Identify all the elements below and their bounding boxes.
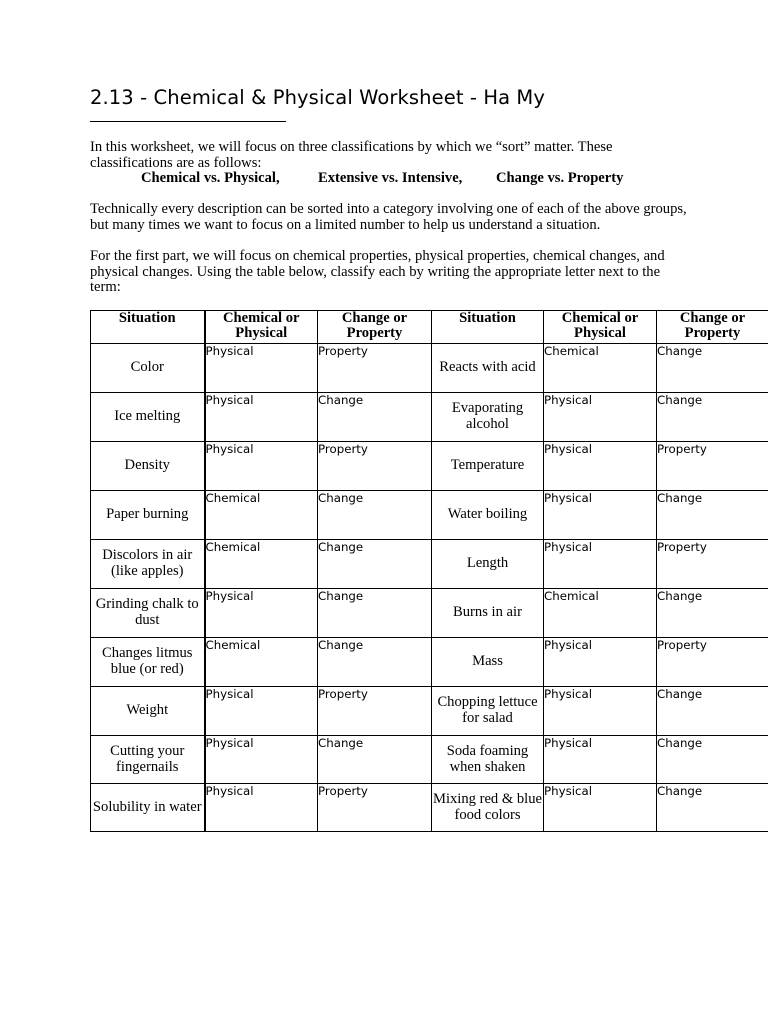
situation-cell: Soda foaming when shaken bbox=[432, 736, 544, 784]
table-row bbox=[91, 344, 768, 393]
answer-kind-field[interactable]: Change bbox=[318, 589, 432, 638]
table-row bbox=[91, 442, 768, 491]
answer-type-field[interactable]: Physical bbox=[205, 589, 318, 638]
situation-cell: Chopping lettuce for salad bbox=[432, 687, 544, 736]
answer-type-field[interactable]: Physical bbox=[205, 687, 318, 736]
answer-type-field[interactable]: Physical bbox=[205, 393, 318, 442]
answer-type-field[interactable]: Chemical bbox=[205, 491, 318, 540]
answer-kind-field[interactable]: Property bbox=[318, 442, 432, 491]
answer-type-field[interactable]: Physical bbox=[205, 784, 318, 832]
answer-type-field[interactable]: Physical bbox=[544, 638, 657, 687]
answer-kind-field[interactable]: Property bbox=[657, 638, 768, 687]
answer-kind-field[interactable]: Property bbox=[657, 540, 768, 589]
situation-cell: Paper burning bbox=[91, 491, 205, 540]
answer-type-field[interactable]: Physical bbox=[544, 540, 657, 589]
classification-table bbox=[90, 310, 768, 832]
header-change-or-property-2: Change or Property bbox=[657, 311, 768, 344]
page-title: 2.13 - Chemical & Physical Worksheet - Ha My bbox=[90, 86, 545, 109]
situation-cell: Color bbox=[91, 344, 205, 393]
answer-type-field[interactable]: Physical bbox=[205, 344, 318, 393]
table-row bbox=[91, 540, 768, 589]
answer-type-field[interactable]: Chemical bbox=[205, 638, 318, 687]
situation-cell: Solubility in water bbox=[91, 784, 205, 832]
table-header-row bbox=[91, 311, 768, 344]
situation-cell: Mass bbox=[432, 638, 544, 687]
answer-type-field[interactable]: Physical bbox=[544, 687, 657, 736]
answer-type-field[interactable]: Chemical bbox=[205, 540, 318, 589]
situation-cell: Reacts with acid bbox=[432, 344, 544, 393]
header-change-or-property: Change or Property bbox=[318, 311, 432, 344]
situation-cell: Changes litmus blue (or red) bbox=[91, 638, 205, 687]
table-row bbox=[91, 491, 768, 540]
header-chemical-or-physical: Chemical or Physical bbox=[205, 311, 318, 344]
answer-kind-field[interactable]: Change bbox=[657, 687, 768, 736]
answer-type-field[interactable]: Physical bbox=[544, 393, 657, 442]
header-situation: Situation bbox=[91, 311, 205, 344]
situation-cell: Burns in air bbox=[432, 589, 544, 638]
answer-type-field[interactable]: Physical bbox=[205, 442, 318, 491]
situation-cell: Grinding chalk to dust bbox=[91, 589, 205, 638]
table-row bbox=[91, 589, 768, 638]
situation-cell: Cutting your fingernails bbox=[91, 736, 205, 784]
situation-cell: Mixing red & blue food colors bbox=[432, 784, 544, 832]
answer-kind-field[interactable]: Change bbox=[318, 540, 432, 589]
situation-cell: Evaporating alcohol bbox=[432, 393, 544, 442]
title-underline bbox=[90, 121, 286, 122]
intro-paragraph: In this worksheet, we will focus on three classifications by which we “sort” matter. These classifications are as follows: bbox=[90, 139, 613, 171]
answer-kind-field[interactable]: Change bbox=[657, 736, 768, 784]
answer-kind-field[interactable]: Change bbox=[657, 784, 768, 832]
paragraph-2: Technically every description can be sorted into a category involving one of each of the above groups, but many times we want to focus on a limited number to help us understand a situation. bbox=[90, 201, 687, 233]
answer-kind-field[interactable]: Property bbox=[318, 344, 432, 393]
table-row bbox=[91, 638, 768, 687]
table-row bbox=[91, 393, 768, 442]
header-situation-2: Situation bbox=[432, 311, 544, 344]
paragraph-3: For the first part, we will focus on chemical properties, physical properties, chemical changes, and physical changes. Using the table below, classify each by writing the appropriate letter next to the term: bbox=[90, 248, 665, 296]
answer-kind-field[interactable]: Change bbox=[318, 638, 432, 687]
table-row bbox=[91, 687, 768, 736]
table-row bbox=[91, 784, 768, 832]
answer-type-field[interactable]: Physical bbox=[205, 736, 318, 784]
answer-kind-field[interactable]: Property bbox=[318, 687, 432, 736]
header-chemical-or-physical-2: Chemical or Physical bbox=[544, 311, 657, 344]
answer-kind-field[interactable]: Change bbox=[318, 736, 432, 784]
answer-type-field[interactable]: Chemical bbox=[544, 344, 657, 393]
classification-2: Extensive vs. Intensive, bbox=[318, 170, 463, 186]
answer-type-field[interactable]: Physical bbox=[544, 784, 657, 832]
answer-type-field[interactable]: Physical bbox=[544, 442, 657, 491]
classification-1: Chemical vs. Physical, bbox=[141, 170, 280, 186]
situation-cell: Discolors in air (like apples) bbox=[91, 540, 205, 589]
situation-cell: Density bbox=[91, 442, 205, 491]
answer-kind-field[interactable]: Change bbox=[318, 491, 432, 540]
situation-cell: Temperature bbox=[432, 442, 544, 491]
answer-kind-field[interactable]: Property bbox=[318, 784, 432, 832]
answer-kind-field[interactable]: Change bbox=[318, 393, 432, 442]
situation-cell: Length bbox=[432, 540, 544, 589]
answer-type-field[interactable]: Physical bbox=[544, 736, 657, 784]
situation-cell: Ice melting bbox=[91, 393, 205, 442]
answer-kind-field[interactable]: Property bbox=[657, 442, 768, 491]
answer-type-field[interactable]: Physical bbox=[544, 491, 657, 540]
situation-cell: Weight bbox=[91, 687, 205, 736]
answer-kind-field[interactable]: Change bbox=[657, 344, 768, 393]
answer-kind-field[interactable]: Change bbox=[657, 589, 768, 638]
answer-kind-field[interactable]: Change bbox=[657, 491, 768, 540]
table-row bbox=[91, 736, 768, 784]
answer-type-field[interactable]: Chemical bbox=[544, 589, 657, 638]
situation-cell: Water boiling bbox=[432, 491, 544, 540]
classification-3: Change vs. Property bbox=[496, 170, 624, 186]
answer-kind-field[interactable]: Change bbox=[657, 393, 768, 442]
